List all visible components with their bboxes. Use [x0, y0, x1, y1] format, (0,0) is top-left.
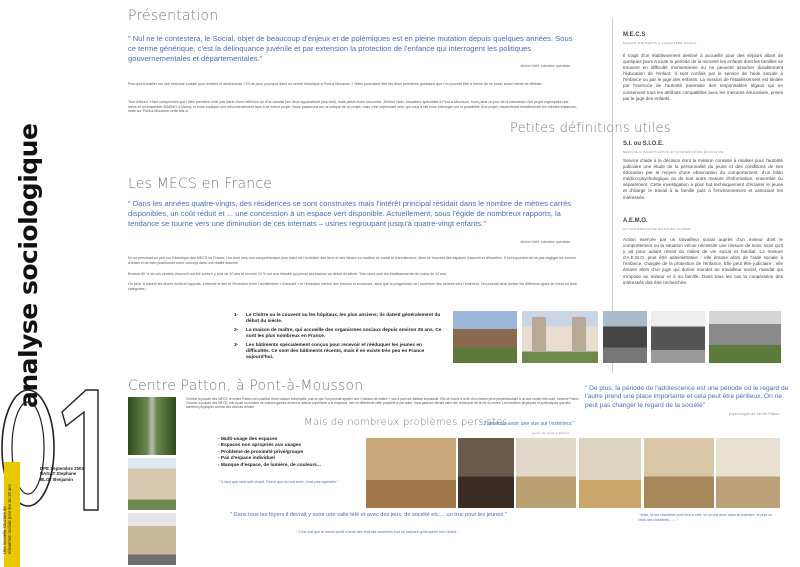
patton-problems-list — [218, 437, 321, 469]
mecs-title: Les MECS en France — [128, 176, 273, 192]
patton-quote-right-2: " Voilà, ici les chambres sont tout à côté, où on est deux dans la chambre, et puis vu l'état des chambres........" — [638, 513, 772, 522]
mecs-para-3: On peut, à travers les divers écrits et rapports, entrevoir le lien et l'évolution entre l'architecture « d'accueil » et l'évolution interne des moeurs et coutumes, ainsi que la progression de l'ouverture des centres vers l'extérieur. On pourrait ainsi diviser les différents types de mecs en trois catégories : — [128, 282, 577, 291]
patton-quote-small: " Il faut que cela soit vivant. Parce que là tout mort, c'est pas agréable." — [219, 480, 339, 484]
list-item: - Manque d'espace, de lumière, de couleurs... — [218, 462, 321, 468]
def-aemo-title: A.E.M.O. — [623, 218, 648, 224]
definitions-title: Petites définitions utiles — [510, 121, 671, 136]
list-item: - Espaces non apropriés aux usages — [218, 443, 302, 449]
patton-subtitle: Mais de nombreux problèmes persistes — [304, 417, 508, 428]
presentation-signature: Jérôme NAIN, éducateur spécialisé — [520, 64, 570, 68]
photo-maison — [603, 311, 647, 363]
sidebar — [0, 0, 118, 567]
list-item: - Probleme de proximité privé/groupe — [218, 449, 304, 455]
def-sioe-title: S.I. ou S.I.O.E. — [623, 141, 664, 147]
photo-house-2 — [128, 513, 176, 565]
date-label: DPE Septembre 2003 — [40, 466, 84, 471]
photo-chateau — [522, 311, 598, 363]
patton-quote-right-sig: psychologue du centre Patton — [729, 412, 780, 416]
vertical-title: analyse sociologique — [14, 123, 43, 408]
patton-quote-bottom-2: " C'est vrai que le mieux serait d'avoir des endroits communs tout en sachant qu'ils soient bien isolés." — [296, 530, 459, 534]
list-item: - Multi-usage des espaces — [218, 437, 278, 442]
def-aemo-body: Action exercée par un travailleur social auprès d'un mineur dont le comportement ou la situation vécue nécessite une mesure de suivi, sans qu'il y ait pour autant retrait du milieu de vie social et familial. La mesure d'A.E.M.O. peut être administrative : elle émane alors de l'aide sociale à l'enfance, chargée de la protection de l'enfance. Elle peut être judiciaire : elle émane alors d'un juge qui donne mandat au travailleur social, mandat qui s'impose au mineur et à sa famille. Dans tous les cas la coopération des intéressés doit être recherchée. — [623, 237, 783, 285]
author-block — [40, 466, 112, 482]
photo-interior-6 — [716, 438, 780, 508]
author-2: BLOT Benjamin — [40, 476, 73, 482]
photo-cloitre — [453, 311, 517, 363]
photo-building-color — [709, 311, 781, 363]
photo-interior-1 — [366, 438, 456, 508]
presentation-para-1: Pourquoi travailler sur une structure sociale pour enfants et adolescents ? Et de plus, pourquoi dans un centre historique à Pont-à-Mousson ? Telles pourraient être les deux premières questions que l'on pourrait être à même de se poser avant même de débuter. — [128, 82, 543, 86]
list-item: 2- La maison de maître, qui accueille des organismes sociaux depuis environ 25 ans. Ce sont les plus nombreux en France. — [234, 327, 442, 340]
mecs-quote: " Dans les années quatre-vingts, des résidences se sont construites mais l'intérêt principal résidait dans le nombre de mètres carrés disponibles, un coût réduit et ... une concession à un espace vert disponible. Actuellement, sous l'égide de nombreux rapports, la tendance se tourne vers une diminution de ces internats – usines regroupant jusqu'à quatre-vingt enfants." — [128, 199, 572, 228]
mecs-para-1: En se penchant un peu sur l'historique des MECS en France, l'on tend vers une compréhension plus claire de l'évolution des lieux et des idéaux en matière de social et d'architecture. Ainsi se trouvent des espaces d'accueil et d'insertion. Il est important de ne pas négliger les erreurs d'antan et de bien positionner notre concept dans une réalité actuelle. — [128, 256, 577, 265]
photo-interior-2 — [458, 438, 514, 508]
list-item: - Pas d'espace individuel — [218, 456, 275, 462]
presentation-para-2: Tout d'abord, il faut comprendre que l'idée première n'est pas issue d'une réflexion ou d'un constat (les deux apparaîtront plus tard), mais plutôt d'une rencontre. Jérôme Nain, éducateur spécialisé à Pont-à-Mousson, nous parle un jour de la naissance d'un projet regroupant une mecs et un ensemble SIAEMO à Nancy, et nous explique son mécontentement face à ce même projet. Nous passerons sur la critique de ce projet, mais c'est cependant cela, qui nous a fait nous interroger sur la possibilité d'un projet, rassemblant sensiblement les mêmes instances, mais sur Pont-à-Mousson cette fois-ci. — [128, 100, 577, 114]
presentation-title: Présentation — [128, 8, 219, 24]
patton-quote-mid: " J'aimerais avoir une vue sur l'extérieur." — [480, 421, 575, 427]
subtitle-vertical: Une nouvelle structure de réinsertion sociale pour les 15-18 ans — [2, 484, 12, 554]
def-mecs-title: M.E.C.S — [623, 32, 646, 38]
author-1: BAGAT Stephane — [40, 471, 77, 477]
mecs-list — [234, 313, 444, 362]
mecs-signature: Jérôme NAIN, éducateur spécialisé — [520, 240, 570, 244]
patton-title: Centre Patton, à Pont-à-Mousson — [128, 378, 364, 394]
patton-para: Comme la plupart des MECS, le centre Patton est constitué d'une maison individuelle, pas ce que l'on pourrait appeler une « maison de maître », mis à part une bâtisse imposante. Elle se trouve à la fin d'un chemin privé perpendiculaire à un axe routier très usité, l'avenue Patton. Comme la plupart des MECS, mis à part un nombre de voitures garées devant la maison supérieure à la moyenne, rien ne différencie cette propriété d'une autre, nous passons devant sans rien remarquer de la vie du centre. Les barrières physiques et symboliques que des barrières physiques comme des clôtures fermée. — [186, 397, 580, 409]
photo-building-bw — [651, 311, 705, 363]
list-item: 1- Le Cloître ou le couvent ou les hôpitaux, les plus anciens; ils datent généralement du début du siècle. — [234, 313, 441, 325]
def-aemo-sub: ACTION ÉDUCATIVE EN MILIEU OUVERT — [623, 227, 692, 231]
photo-interior-5 — [644, 438, 714, 508]
photo-interior-3 — [516, 438, 576, 508]
patton-quote-right: " De plus, la période de l'adolescence est une période où le regard de l'autre prend une place importante et cela peut être périlleux. On ne peut pas changer le regard de la société" — [585, 385, 789, 409]
photo-house-1 — [128, 458, 176, 510]
patton-quote-mid-sig: jeune du Centre Patton — [532, 431, 570, 435]
def-mecs-sub: MAISON D'ENFANTS À CARACTÈRE SOCIAL — [623, 41, 697, 45]
list-item: 3- Les bâtiments spécialement conçus pour recevoir et rééduquer les jeunes en difficultés. Ce sont des bâtiments récents, mais il en existe très peu en France aujourd'hui. — [234, 342, 425, 361]
patton-quote-bottom: " Dans tous les foyers il devrait y avoir une salle télé et avec des jeux, de société etc.... un truc pour les jeunes." — [230, 512, 507, 518]
mecs-para-2: Environ 60 % de ces centres d'accueil ont été créés il y plus de 40 ans et environ 15 % ont une histoire qui prend ses racines au début du siècle. Très rares sont les établissements de moins de 10 ans. — [128, 272, 447, 276]
def-sioe-sub: SERVICE D'INVESTIGATION ET D'ORIENTATION ÉDUCATIVE — [623, 150, 724, 154]
photo-interior-4 — [579, 438, 641, 508]
def-sioe-body: Service d'aide à la décision dont la mission consiste à réaliser pour l'autorité judiciaire une étude de la personnalité du jeune et des conditions de son éducation par le moyen d'une observation du comportement, d'un bilan médico-psychologique ou de tout autre mesure d'information, ensemble ou séparément. Cette investigation a pour but techniquement d'éclairer le jeune et d'élargir le travail à la famille puis à l'environnement et associant les intéressés. — [623, 158, 783, 200]
def-mecs-body: Il s'agit d'un établissement destiné à accueillir pour des séjours allant de quelques jours à toute la période de la minorité les enfants dont les familles se trouvent en difficulté momentanée ou ne peuvent assumer durablement l'éducation de l'enfant. Il sont confiés par le service de l'aide sociale à l'enfance ou par le juge des enfants. La mission de l'établissement est limitée par l'exercice de l'autorité parentale des responsables légaux qui en conservent tous les attributs compatibles avec les mesures éducatives, prises par le juge des enfants. — [623, 53, 783, 101]
presentation-quote: " Nul ne le contestera, le Social, objet de beaucoup d'enjeux et de polémiques est en pleine mutation depuis quelques années. Sous ce terme générique, c'est la délinquance juvénile et par extension la protection de l'enfance qui interrogent les politiques gouvernementales et départementales." — [128, 34, 573, 63]
photo-path — [128, 397, 176, 455]
